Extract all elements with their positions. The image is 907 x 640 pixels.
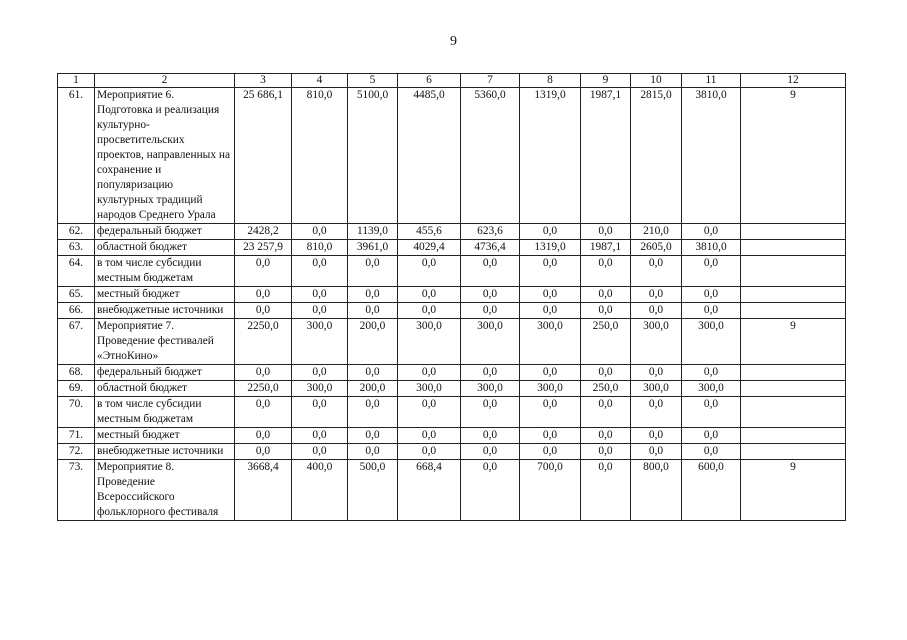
table-row	[58, 287, 846, 303]
header-cell: 9	[581, 74, 631, 88]
target-indicator-cell: 9	[741, 460, 846, 521]
value-cell: 0,0	[631, 444, 682, 460]
value-cell: 4485,0	[398, 88, 461, 224]
row-name-cell: внебюджетные источники	[95, 303, 235, 319]
row-number-cell: 70.	[58, 397, 95, 428]
target-indicator-cell	[741, 428, 846, 444]
value-cell: 0,0	[520, 428, 581, 444]
value-cell: 0,0	[631, 256, 682, 287]
header-cell: 7	[461, 74, 520, 88]
value-cell: 0,0	[461, 303, 520, 319]
row-number-cell: 62.	[58, 224, 95, 240]
value-cell: 0,0	[520, 303, 581, 319]
row-number-cell: 71.	[58, 428, 95, 444]
value-cell: 0,0	[631, 287, 682, 303]
value-cell: 200,0	[348, 319, 398, 365]
value-cell: 0,0	[235, 303, 292, 319]
value-cell: 300,0	[682, 319, 741, 365]
value-cell: 1319,0	[520, 88, 581, 224]
value-cell: 250,0	[581, 381, 631, 397]
value-cell: 4029,4	[398, 240, 461, 256]
value-cell: 400,0	[292, 460, 348, 521]
value-cell: 500,0	[348, 460, 398, 521]
header-cell: 11	[682, 74, 741, 88]
table-row	[58, 303, 846, 319]
table-row	[58, 365, 846, 381]
target-indicator-cell	[741, 256, 846, 287]
row-name-cell: федеральный бюджет	[95, 224, 235, 240]
header-cell: 1	[58, 74, 95, 88]
value-cell: 300,0	[520, 381, 581, 397]
table-row	[58, 256, 846, 287]
value-cell: 800,0	[631, 460, 682, 521]
value-cell: 0,0	[520, 365, 581, 381]
value-cell: 2605,0	[631, 240, 682, 256]
value-cell: 0,0	[581, 287, 631, 303]
table-row	[58, 88, 846, 224]
value-cell: 0,0	[520, 287, 581, 303]
value-cell: 0,0	[292, 397, 348, 428]
target-indicator-cell	[741, 397, 846, 428]
table-row	[58, 381, 846, 397]
value-cell: 0,0	[520, 397, 581, 428]
value-cell: 0,0	[235, 444, 292, 460]
table-row	[58, 397, 846, 428]
target-indicator-cell: 9	[741, 319, 846, 365]
value-cell: 300,0	[292, 319, 348, 365]
value-cell: 0,0	[235, 256, 292, 287]
value-cell: 5100,0	[348, 88, 398, 224]
value-cell: 455,6	[398, 224, 461, 240]
value-cell: 0,0	[235, 287, 292, 303]
value-cell: 0,0	[398, 365, 461, 381]
target-indicator-cell	[741, 240, 846, 256]
value-cell: 0,0	[682, 287, 741, 303]
value-cell: 300,0	[292, 381, 348, 397]
row-name-cell: областной бюджет	[95, 381, 235, 397]
value-cell: 300,0	[631, 319, 682, 365]
value-cell: 0,0	[682, 303, 741, 319]
value-cell: 0,0	[398, 428, 461, 444]
header-cell: 4	[292, 74, 348, 88]
value-cell: 300,0	[461, 319, 520, 365]
value-cell: 2815,0	[631, 88, 682, 224]
header-cell: 6	[398, 74, 461, 88]
value-cell: 700,0	[520, 460, 581, 521]
value-cell: 0,0	[461, 365, 520, 381]
table-row	[58, 240, 846, 256]
table-row	[58, 428, 846, 444]
table-row	[58, 460, 846, 521]
value-cell: 0,0	[348, 397, 398, 428]
value-cell: 0,0	[682, 365, 741, 381]
value-cell: 0,0	[461, 460, 520, 521]
target-indicator-cell	[741, 303, 846, 319]
value-cell: 0,0	[461, 428, 520, 444]
value-cell: 4736,4	[461, 240, 520, 256]
header-cell: 12	[741, 74, 846, 88]
value-cell: 0,0	[292, 224, 348, 240]
row-number-cell: 65.	[58, 287, 95, 303]
value-cell: 0,0	[398, 397, 461, 428]
row-name-cell: федеральный бюджет	[95, 365, 235, 381]
value-cell: 600,0	[682, 460, 741, 521]
budget-table	[57, 73, 846, 521]
value-cell: 0,0	[235, 428, 292, 444]
value-cell: 200,0	[348, 381, 398, 397]
row-name-cell: Мероприятие 6. Подготовка и реализация культурно-просветительских проектов, направленных на сохранение и популяризацию культурных традиций народов Среднего Урала	[95, 88, 235, 224]
value-cell: 0,0	[235, 397, 292, 428]
page-number: 9	[450, 34, 457, 49]
value-cell: 0,0	[348, 365, 398, 381]
value-cell: 2250,0	[235, 319, 292, 365]
value-cell: 0,0	[398, 303, 461, 319]
value-cell: 3810,0	[682, 240, 741, 256]
header-cell: 8	[520, 74, 581, 88]
value-cell: 0,0	[631, 397, 682, 428]
table-row	[58, 319, 846, 365]
value-cell: 0,0	[581, 256, 631, 287]
row-number-cell: 66.	[58, 303, 95, 319]
value-cell: 0,0	[292, 287, 348, 303]
value-cell: 0,0	[682, 256, 741, 287]
value-cell: 0,0	[348, 428, 398, 444]
value-cell: 0,0	[292, 303, 348, 319]
row-name-cell: в том числе субсидии местным бюджетам	[95, 256, 235, 287]
row-number-cell: 69.	[58, 381, 95, 397]
value-cell: 0,0	[682, 224, 741, 240]
value-cell: 0,0	[292, 444, 348, 460]
value-cell: 0,0	[461, 287, 520, 303]
header-cell: 3	[235, 74, 292, 88]
value-cell: 0,0	[631, 428, 682, 444]
table-row	[58, 444, 846, 460]
value-cell: 0,0	[348, 287, 398, 303]
value-cell: 0,0	[398, 287, 461, 303]
value-cell: 0,0	[631, 303, 682, 319]
value-cell: 0,0	[682, 428, 741, 444]
row-number-cell: 64.	[58, 256, 95, 287]
value-cell: 300,0	[461, 381, 520, 397]
value-cell: 25 686,1	[235, 88, 292, 224]
table-body	[58, 88, 846, 521]
target-indicator-cell: 9	[741, 88, 846, 224]
row-name-cell: областной бюджет	[95, 240, 235, 256]
value-cell: 300,0	[398, 319, 461, 365]
value-cell: 0,0	[581, 224, 631, 240]
value-cell: 300,0	[682, 381, 741, 397]
value-cell: 1987,1	[581, 88, 631, 224]
value-cell: 810,0	[292, 240, 348, 256]
target-indicator-cell	[741, 381, 846, 397]
value-cell: 0,0	[581, 460, 631, 521]
value-cell: 0,0	[631, 365, 682, 381]
value-cell: 0,0	[461, 397, 520, 428]
value-cell: 0,0	[398, 256, 461, 287]
value-cell: 1987,1	[581, 240, 631, 256]
row-name-cell: местный бюджет	[95, 287, 235, 303]
value-cell: 0,0	[520, 256, 581, 287]
value-cell: 0,0	[682, 397, 741, 428]
target-indicator-cell	[741, 444, 846, 460]
target-indicator-cell	[741, 365, 846, 381]
value-cell: 1319,0	[520, 240, 581, 256]
row-name-cell: Мероприятие 7. Проведение фестивалей «ЭтноКино»	[95, 319, 235, 365]
value-cell: 0,0	[398, 444, 461, 460]
value-cell: 1139,0	[348, 224, 398, 240]
table-row	[58, 224, 846, 240]
value-cell: 623,6	[461, 224, 520, 240]
value-cell: 0,0	[348, 303, 398, 319]
row-number-cell: 63.	[58, 240, 95, 256]
value-cell: 0,0	[461, 444, 520, 460]
row-number-cell: 72.	[58, 444, 95, 460]
value-cell: 300,0	[520, 319, 581, 365]
value-cell: 0,0	[348, 444, 398, 460]
value-cell: 0,0	[581, 303, 631, 319]
row-name-cell: Мероприятие 8. Проведение Всероссийского фольклорного фестиваля	[95, 460, 235, 521]
target-indicator-cell	[741, 287, 846, 303]
value-cell: 668,4	[398, 460, 461, 521]
header-row	[58, 74, 846, 88]
value-cell: 0,0	[581, 428, 631, 444]
value-cell: 0,0	[292, 365, 348, 381]
value-cell: 0,0	[348, 256, 398, 287]
header-cell: 2	[95, 74, 235, 88]
row-number-cell: 67.	[58, 319, 95, 365]
value-cell: 0,0	[235, 365, 292, 381]
value-cell: 300,0	[398, 381, 461, 397]
value-cell: 5360,0	[461, 88, 520, 224]
value-cell: 2250,0	[235, 381, 292, 397]
value-cell: 300,0	[631, 381, 682, 397]
value-cell: 0,0	[520, 444, 581, 460]
value-cell: 2428,2	[235, 224, 292, 240]
value-cell: 3810,0	[682, 88, 741, 224]
value-cell: 3961,0	[348, 240, 398, 256]
value-cell: 23 257,9	[235, 240, 292, 256]
value-cell: 810,0	[292, 88, 348, 224]
value-cell: 0,0	[520, 224, 581, 240]
value-cell: 0,0	[682, 444, 741, 460]
value-cell: 250,0	[581, 319, 631, 365]
row-name-cell: в том числе субсидии местным бюджетам	[95, 397, 235, 428]
row-number-cell: 68.	[58, 365, 95, 381]
header-cell: 5	[348, 74, 398, 88]
target-indicator-cell	[741, 224, 846, 240]
row-number-cell: 73.	[58, 460, 95, 521]
value-cell: 0,0	[292, 428, 348, 444]
value-cell: 0,0	[581, 444, 631, 460]
value-cell: 0,0	[581, 397, 631, 428]
value-cell: 210,0	[631, 224, 682, 240]
value-cell: 0,0	[461, 256, 520, 287]
row-number-cell: 61.	[58, 88, 95, 224]
value-cell: 0,0	[292, 256, 348, 287]
row-name-cell: внебюджетные источники	[95, 444, 235, 460]
value-cell: 3668,4	[235, 460, 292, 521]
row-name-cell: местный бюджет	[95, 428, 235, 444]
value-cell: 0,0	[581, 365, 631, 381]
header-cell: 10	[631, 74, 682, 88]
